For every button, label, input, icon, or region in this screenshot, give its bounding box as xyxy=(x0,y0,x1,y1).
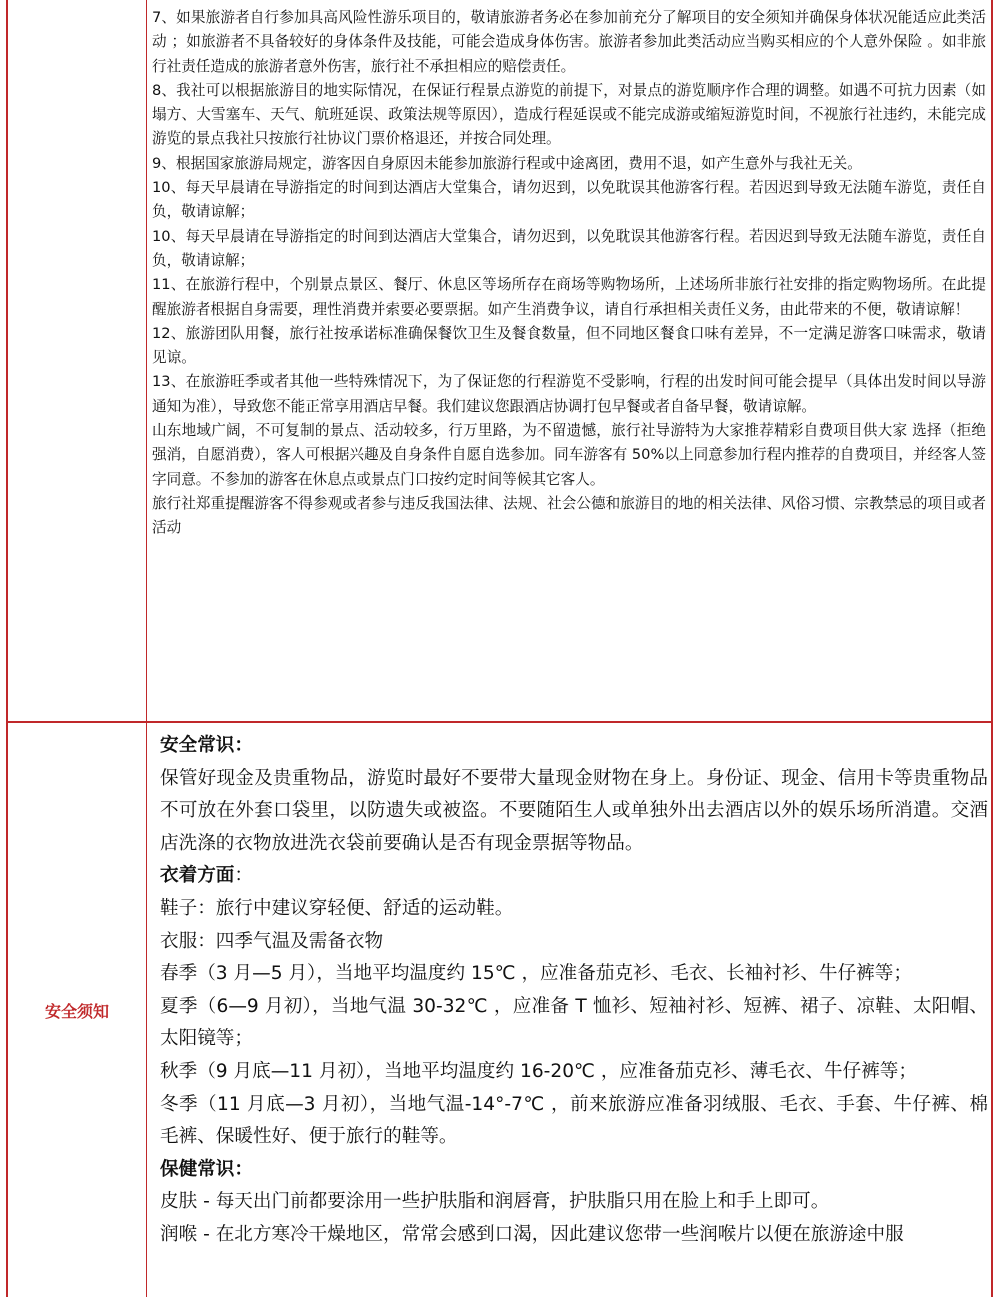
clothing-clothes: 衣服：四季气温及需备衣物 xyxy=(160,930,384,952)
health-throat: 润喉 - 在北方寒冷干燥地区，常常会感到口渴，因此建议您带一些润喉片以便在旅游途中服 xyxy=(160,1223,904,1245)
note-item: 8、我社可以根据旅游目的地实际情况，在保证行程景点游览的前提下，对景点的游览顺序作合理的调整。如遇不可抗力因素（如塌方、大雪塞车、天气、航班延误、政策法规等原因），造成行程延误或不能完成游或缩短游览时间，不视旅行社违约，未能完成游览的景点我社只按旅行社协议门票价格退还，并按合同处理。 xyxy=(152,81,986,148)
note-item: 11、在旅游行程中，个别景点景区、餐厅、休息区等场所存在商场等购物场所，上述场所非旅行社安排的指定购物场所。在此提醒旅游者根据自身需要，理性消费并索要必要票据。如产生消费争议，请自行承担相关责任义务，由此带来的不便，敬请谅解！ xyxy=(152,276,986,318)
note-item: 7、如果旅游者自行参加具高风险性游乐项目的，敬请旅游者务必在参加前充分了解项目的安全须知并确保身体状况能适应此类活动 ；如旅游者不具备较好的身体条件及技能，可能会造成身体伤害。旅游者参加此类活动应当购买相应的个人意外保险 。如非旅行社责任造成的旅游者意外伤害，旅行社不承担相应的赔偿责任。 xyxy=(152,9,986,75)
safety-label-cell xyxy=(8,723,146,1297)
note-item: 12、旅游团队用餐，旅行社按承诺标准确保餐饮卫生及餐食数量，但不同地区餐食口味有差异，不一定满足游客口味需求，敬请见谅。 xyxy=(152,324,986,367)
clothing-summer: 夏季（6—9 月初），当地气温 30-32℃ ，应准备 T 恤衫、短袖衬衫、短裤、裙子、凉鞋、太阳帽、太阳镜等； xyxy=(160,995,988,1050)
safety-common-text: 保管好现金及贵重物品，游览时最好不要带大量现金财物在身上。身份证、现金、信用卡等贵重物品不可放在外套口袋里，以防遗失或被盗。不要随陌生人或单独外出去酒店以外的娱乐场所消遣。交酒店洗涤的衣物放进洗衣袋前要确认是否有现金票据等物品。 xyxy=(160,767,988,854)
clothing-spring: 春季（3 月—5 月），当地平均温度约 15℃ ，应准备茄克衫、毛衣、长袖衬衫、牛仔裤等； xyxy=(160,963,912,985)
health-skin: 皮肤 - 每天出门前都要涂用一些护肤脂和润唇膏，护肤脂只用在脸上和手上即可。 xyxy=(160,1191,830,1213)
note-item: 13、在旅游旺季或者其他一些特殊情况下，为了保证您的行程游览不受影响，行程的出发时间可能会提早（具体出发时间以导游通知为准），导致您不能正常享用酒店早餐。我们建议您跟酒店协调打包早餐或者自备早餐，敬请谅解。 xyxy=(152,373,986,415)
safety-label: 安全须知 xyxy=(44,1001,109,1021)
note-item: 10、每天早晨请在导游指定的时间到达酒店大堂集合，请勿迟到，以免耽误其他游客行程。若因迟到导致无法随车游览，责任自负，敬请谅解； xyxy=(152,227,986,269)
clothing-shoes: 鞋子：旅行中建议穿轻便、舒适的运动鞋。 xyxy=(160,897,514,919)
note-item: 山东地域广阔，不可复制的景点、活动较多，行万里路，为不留遗憾，旅行社导游特为大家推荐精彩自费项目供大家 选择（拒绝强消，自愿消费），客人可根据兴趣及自身条件自愿自选参加。同车游客有 50%以上同意参加行程内推荐的自费项目，并经客人签字同意。不参加的游客在休息点或景点门口按约定时间等候其它客人。 xyxy=(152,422,986,488)
column-divider xyxy=(146,0,147,1297)
safety-content-cell xyxy=(160,730,988,1252)
health-heading: 保健常识： xyxy=(160,1158,253,1180)
clothing-autumn: 秋季（9 月底—11 月初），当地平均温度约 16-20℃ ，应准备茄克衫、薄毛衣、牛仔裤等； xyxy=(160,1060,917,1082)
notes-cell xyxy=(152,6,986,541)
note-item: 旅行社郑重提醒游客不得参观或者参与违反我国法律、法规、社会公德和旅游目的地的相关法律、风俗习惯、宗教禁忌的项目或者活动 xyxy=(152,494,986,537)
note-item: 9、根据国家旅游局规定，游客因自身原因未能参加旅游行程或中途离团，费用不退，如产生意外与我社无关。 xyxy=(152,154,862,172)
clothing-winter: 冬季（11 月底—3 月初），当地气温-14°-7℃ ，前来旅游应准备羽绒服、毛衣、手套、牛仔裤、棉毛裤、保暖性好、便于旅行的鞋等。 xyxy=(160,1093,988,1148)
clothing-heading: 衣着方面： xyxy=(160,865,253,887)
note-item: 10、每天早晨请在导游指定的时间到达酒店大堂集合，请勿迟到，以免耽误其他游客行程。若因迟到导致无法随车游览，责任自负，敬请谅解； xyxy=(152,179,986,221)
safety-common-heading: 安全常识： xyxy=(160,735,253,756)
row-divider xyxy=(6,721,993,723)
